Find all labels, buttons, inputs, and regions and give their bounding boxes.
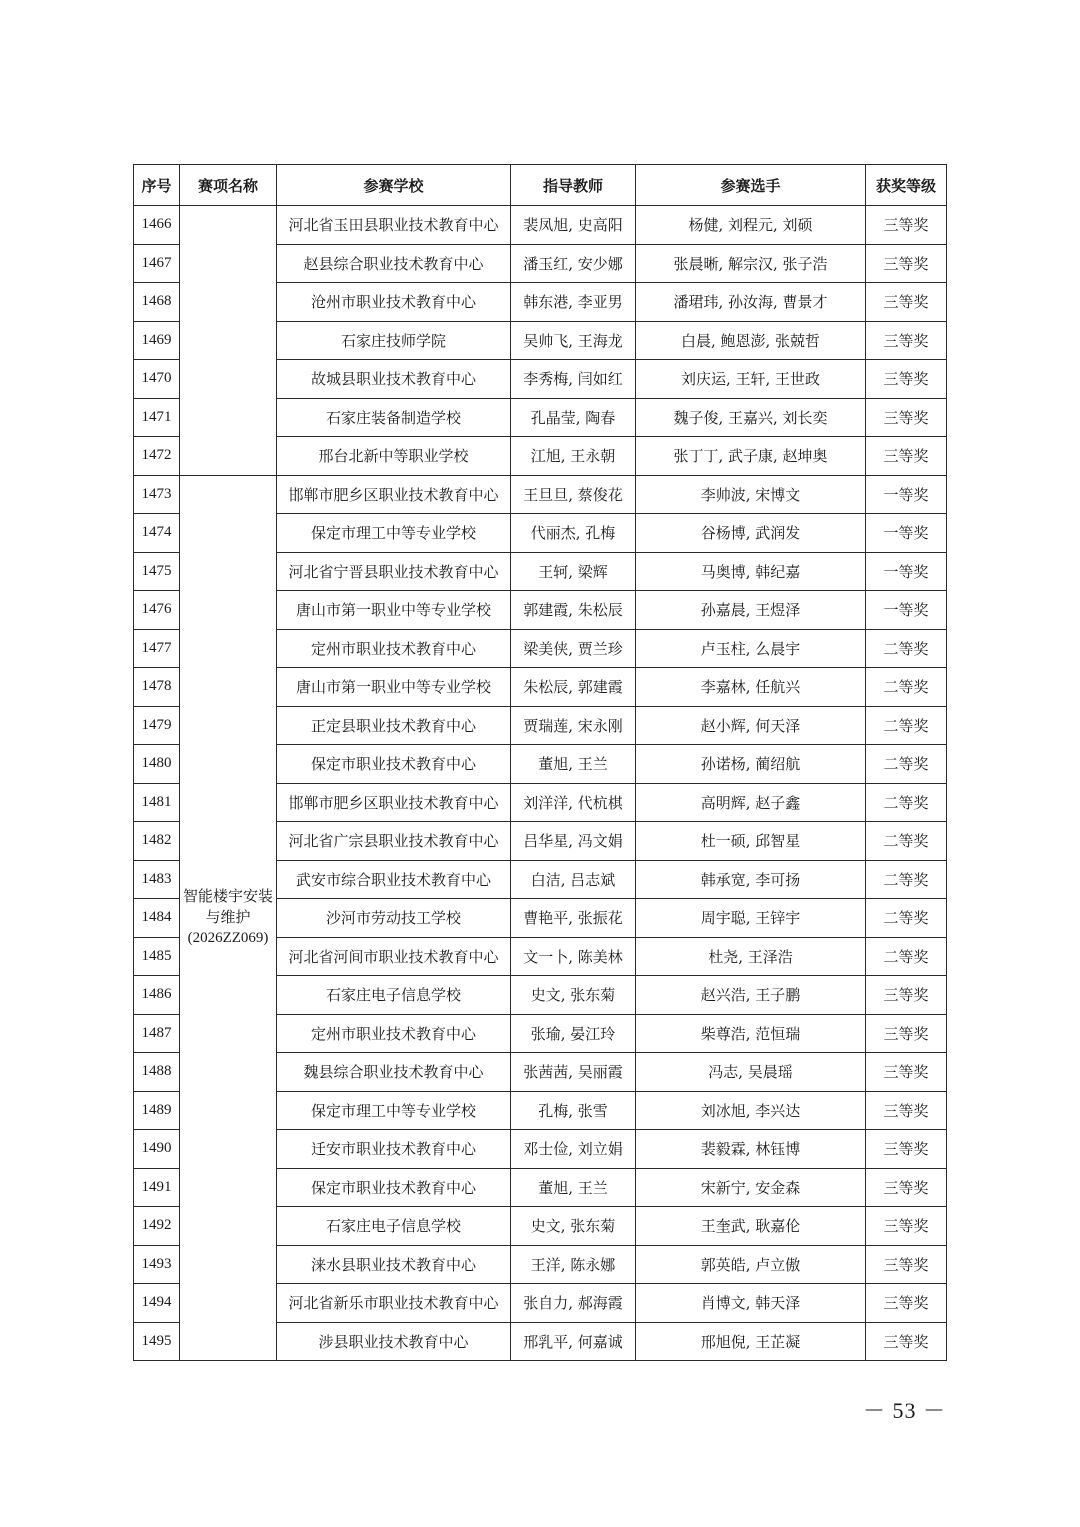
cell-player: 马奥博, 韩纪嘉 [636, 552, 866, 591]
cell-school: 邯郸市肥乡区职业技术教育中心 [277, 783, 511, 822]
table-row [134, 206, 947, 245]
cell-no: 1477 [134, 629, 180, 668]
cell-school: 故城县职业技术教育中心 [277, 360, 511, 399]
cell-player: 赵兴浩, 王子鹏 [636, 976, 866, 1015]
cell-level: 三等奖 [866, 1322, 947, 1361]
cell-school: 保定市理工中等专业学校 [277, 514, 511, 553]
cell-school: 保定市理工中等专业学校 [277, 1091, 511, 1130]
cell-no: 1480 [134, 745, 180, 784]
header-row [134, 165, 947, 206]
cell-level: 一等奖 [866, 552, 947, 591]
cell-teacher: 张茜茜, 吴丽霞 [511, 1053, 636, 1092]
cell-teacher: 王旦旦, 蔡俊花 [511, 475, 636, 514]
cell-school: 沧州市职业技术教育中心 [277, 283, 511, 322]
cell-teacher: 韩东港, 李亚男 [511, 283, 636, 322]
cell-no: 1487 [134, 1014, 180, 1053]
cell-level: 三等奖 [866, 206, 947, 245]
header-no: 序号 [134, 165, 180, 206]
cell-level: 二等奖 [866, 629, 947, 668]
cell-school: 涉县职业技术教育中心 [277, 1322, 511, 1361]
cell-level: 二等奖 [866, 822, 947, 861]
cell-no: 1471 [134, 398, 180, 437]
cell-teacher: 吴帅飞, 王海龙 [511, 321, 636, 360]
cell-event [180, 206, 277, 476]
cell-no: 1478 [134, 668, 180, 707]
cell-school: 定州市职业技术教育中心 [277, 629, 511, 668]
cell-teacher: 裴凤旭, 史高阳 [511, 206, 636, 245]
cell-player: 王奎武, 耿嘉伦 [636, 1207, 866, 1246]
cell-school: 沙河市劳动技工学校 [277, 899, 511, 938]
cell-no: 1472 [134, 437, 180, 476]
cell-level: 三等奖 [866, 976, 947, 1015]
cell-level: 三等奖 [866, 1284, 947, 1323]
header-event: 赛项名称 [180, 165, 277, 206]
cell-player: 高明辉, 赵子鑫 [636, 783, 866, 822]
cell-teacher: 梁美侠, 贾兰珍 [511, 629, 636, 668]
cell-level: 三等奖 [866, 1130, 947, 1169]
cell-school: 邯郸市肥乡区职业技术教育中心 [277, 475, 511, 514]
cell-school: 定州市职业技术教育中心 [277, 1014, 511, 1053]
cell-level: 二等奖 [866, 937, 947, 976]
cell-no: 1484 [134, 899, 180, 938]
cell-event [180, 475, 277, 1361]
table-row [134, 475, 947, 514]
cell-player: 宋新宁, 安金森 [636, 1168, 866, 1207]
cell-level: 三等奖 [866, 360, 947, 399]
award-table [133, 164, 947, 1361]
cell-no: 1493 [134, 1245, 180, 1284]
cell-player: 柴尊浩, 范恒瑞 [636, 1014, 866, 1053]
cell-level: 二等奖 [866, 860, 947, 899]
header-teacher: 指导教师 [511, 165, 636, 206]
cell-school: 涞水县职业技术教育中心 [277, 1245, 511, 1284]
cell-level: 三等奖 [866, 437, 947, 476]
cell-school: 石家庄电子信息学校 [277, 1207, 511, 1246]
cell-school: 河北省新乐市职业技术教育中心 [277, 1284, 511, 1323]
cell-level: 二等奖 [866, 745, 947, 784]
cell-no: 1469 [134, 321, 180, 360]
cell-school: 保定市职业技术教育中心 [277, 745, 511, 784]
cell-no: 1474 [134, 514, 180, 553]
cell-player: 卢玉柱, 么晨宇 [636, 629, 866, 668]
cell-teacher: 邢乳平, 何嘉诚 [511, 1322, 636, 1361]
header-school: 参赛学校 [277, 165, 511, 206]
cell-level: 二等奖 [866, 668, 947, 707]
cell-level: 一等奖 [866, 591, 947, 630]
cell-teacher: 王洋, 陈永娜 [511, 1245, 636, 1284]
cell-school: 河北省河间市职业技术教育中心 [277, 937, 511, 976]
cell-teacher: 张自力, 郝海霞 [511, 1284, 636, 1323]
cell-level: 二等奖 [866, 783, 947, 822]
cell-school: 赵县综合职业技术教育中心 [277, 244, 511, 283]
cell-school: 河北省广宗县职业技术教育中心 [277, 822, 511, 861]
cell-player: 李帅波, 宋博文 [636, 475, 866, 514]
cell-player: 刘冰旭, 李兴达 [636, 1091, 866, 1130]
cell-player: 潘珺玮, 孙汝海, 曹景才 [636, 283, 866, 322]
cell-level: 三等奖 [866, 244, 947, 283]
cell-no: 1491 [134, 1168, 180, 1207]
header-player: 参赛选手 [636, 165, 866, 206]
cell-teacher: 代丽杰, 孔梅 [511, 514, 636, 553]
page-number: － 53 － [862, 1398, 946, 1423]
cell-player: 杜尧, 王泽浩 [636, 937, 866, 976]
cell-teacher: 史文, 张东菊 [511, 976, 636, 1015]
cell-player: 张丁丁, 武子康, 赵坤奥 [636, 437, 866, 476]
cell-teacher: 邓士俭, 刘立娟 [511, 1130, 636, 1169]
cell-teacher: 李秀梅, 闫如红 [511, 360, 636, 399]
cell-school: 保定市职业技术教育中心 [277, 1168, 511, 1207]
cell-level: 三等奖 [866, 321, 947, 360]
cell-player: 郭英皓, 卢立傲 [636, 1245, 866, 1284]
cell-player: 肖博文, 韩天泽 [636, 1284, 866, 1323]
cell-teacher: 文一卜, 陈美林 [511, 937, 636, 976]
cell-teacher: 潘玉红, 安少娜 [511, 244, 636, 283]
cell-teacher: 贾瑞莲, 宋永刚 [511, 706, 636, 745]
cell-teacher: 史文, 张东菊 [511, 1207, 636, 1246]
cell-teacher: 孔晶莹, 陶春 [511, 398, 636, 437]
cell-teacher: 董旭, 王兰 [511, 1168, 636, 1207]
cell-no: 1475 [134, 552, 180, 591]
cell-school: 唐山市第一职业中等专业学校 [277, 591, 511, 630]
cell-player: 刘庆运, 王轩, 王世政 [636, 360, 866, 399]
cell-player: 赵小辉, 何天泽 [636, 706, 866, 745]
cell-teacher: 郭建霞, 朱松辰 [511, 591, 636, 630]
cell-teacher: 白洁, 吕志斌 [511, 860, 636, 899]
cell-no: 1494 [134, 1284, 180, 1323]
cell-no: 1470 [134, 360, 180, 399]
cell-teacher: 董旭, 王兰 [511, 745, 636, 784]
cell-player: 魏子俊, 王嘉兴, 刘长奕 [636, 398, 866, 437]
cell-no: 1481 [134, 783, 180, 822]
cell-school: 武安市综合职业技术教育中心 [277, 860, 511, 899]
cell-school: 石家庄电子信息学校 [277, 976, 511, 1015]
cell-no: 1485 [134, 937, 180, 976]
cell-no: 1479 [134, 706, 180, 745]
cell-teacher: 刘洋洋, 代杭棋 [511, 783, 636, 822]
cell-school: 石家庄装备制造学校 [277, 398, 511, 437]
cell-no: 1483 [134, 860, 180, 899]
cell-school: 唐山市第一职业中等专业学校 [277, 668, 511, 707]
cell-player: 白晨, 鲍恩澎, 张兢哲 [636, 321, 866, 360]
cell-school: 邢台北新中等职业学校 [277, 437, 511, 476]
cell-level: 三等奖 [866, 1245, 947, 1284]
cell-school: 正定县职业技术教育中心 [277, 706, 511, 745]
cell-no: 1467 [134, 244, 180, 283]
cell-no: 1466 [134, 206, 180, 245]
cell-teacher: 张瑜, 晏江玲 [511, 1014, 636, 1053]
cell-school: 河北省玉田县职业技术教育中心 [277, 206, 511, 245]
cell-teacher: 王轲, 梁辉 [511, 552, 636, 591]
header-level: 获奖等级 [866, 165, 947, 206]
table-body [134, 206, 947, 1361]
cell-teacher: 吕华星, 冯文娟 [511, 822, 636, 861]
cell-no: 1468 [134, 283, 180, 322]
table-header [134, 165, 947, 206]
cell-level: 三等奖 [866, 1014, 947, 1053]
cell-level: 三等奖 [866, 283, 947, 322]
cell-player: 孙诺杨, 蔺绍航 [636, 745, 866, 784]
cell-no: 1473 [134, 475, 180, 514]
cell-player: 孙嘉晨, 王煜泽 [636, 591, 866, 630]
cell-level: 二等奖 [866, 706, 947, 745]
cell-no: 1495 [134, 1322, 180, 1361]
cell-player: 杨健, 刘程元, 刘硕 [636, 206, 866, 245]
cell-level: 三等奖 [866, 1207, 947, 1246]
cell-teacher: 朱松辰, 郭建霞 [511, 668, 636, 707]
cell-player: 邢旭倪, 王芷凝 [636, 1322, 866, 1361]
cell-no: 1486 [134, 976, 180, 1015]
cell-teacher: 孔梅, 张雪 [511, 1091, 636, 1130]
cell-no: 1492 [134, 1207, 180, 1246]
cell-school: 迁安市职业技术教育中心 [277, 1130, 511, 1169]
cell-level: 三等奖 [866, 1053, 947, 1092]
cell-level: 一等奖 [866, 514, 947, 553]
cell-school: 石家庄技师学院 [277, 321, 511, 360]
cell-player: 杜一硕, 邱智星 [636, 822, 866, 861]
cell-no: 1489 [134, 1091, 180, 1130]
cell-no: 1488 [134, 1053, 180, 1092]
cell-level: 三等奖 [866, 1091, 947, 1130]
cell-level: 一等奖 [866, 475, 947, 514]
cell-level: 二等奖 [866, 899, 947, 938]
cell-player: 李嘉林, 任航兴 [636, 668, 866, 707]
cell-no: 1476 [134, 591, 180, 630]
event-name: 智能楼宇安装与维护 [183, 887, 274, 927]
cell-school: 河北省宁晋县职业技术教育中心 [277, 552, 511, 591]
cell-player: 谷杨博, 武润发 [636, 514, 866, 553]
cell-teacher: 江旭, 王永朝 [511, 437, 636, 476]
event-code: (2026ZZ069) [187, 930, 269, 947]
cell-school: 魏县综合职业技术教育中心 [277, 1053, 511, 1092]
cell-no: 1482 [134, 822, 180, 861]
cell-player: 张晨晰, 解宗汉, 张子浩 [636, 244, 866, 283]
cell-player: 周宇聪, 王锌宇 [636, 899, 866, 938]
cell-player: 冯志, 吴晨瑶 [636, 1053, 866, 1092]
cell-no: 1490 [134, 1130, 180, 1169]
cell-player: 裴毅霖, 林钰博 [636, 1130, 866, 1169]
cell-player: 韩承宽, 李可扬 [636, 860, 866, 899]
cell-level: 三等奖 [866, 1168, 947, 1207]
cell-teacher: 曹艳平, 张振花 [511, 899, 636, 938]
cell-level: 三等奖 [866, 398, 947, 437]
